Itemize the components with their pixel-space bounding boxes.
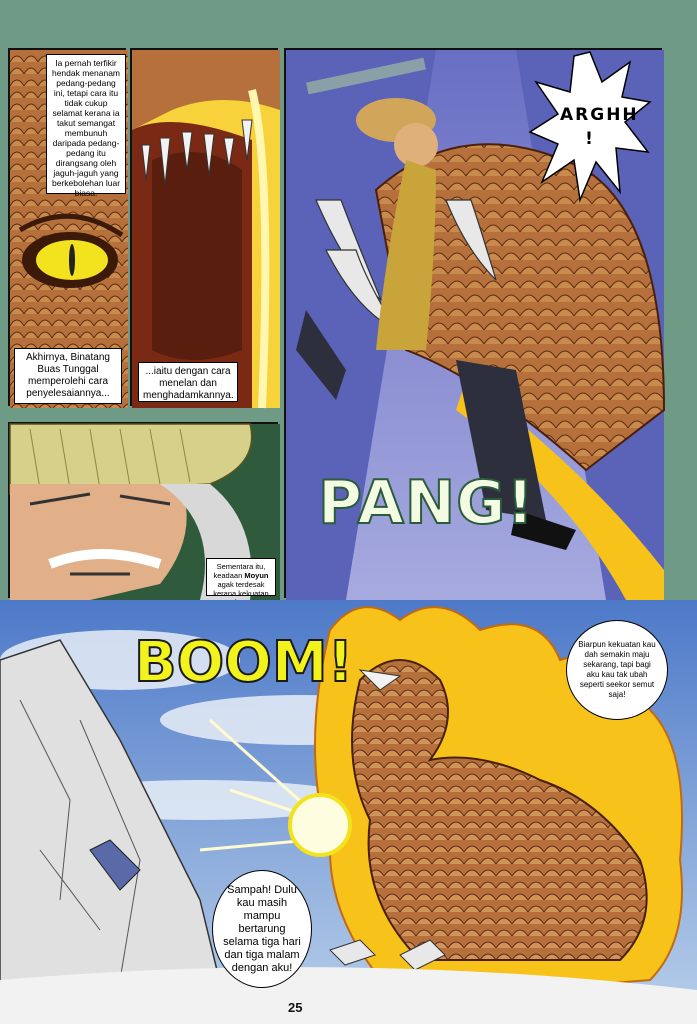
caption-panel-1-top: Ia pernah terfikir hendak menanam pedang-pedang ini, tetapi cara itu tidak cukup selamat kerana ia takut semangat membunuh daripada pedang-pedang itu dirangsang oleh jaguh-jaguh yang berkebolehan luar biasa. [46, 54, 126, 194]
caption-panel-1-bottom: Akhirnya, Binatang Buas Tunggal memperolehi cara penyelesaiannya... [14, 348, 122, 404]
sfx-boom: BOOM! [134, 630, 354, 695]
caption-panel-4-prefix: Sementara itu, keadaan [213, 562, 266, 580]
sfx-arghh: ARGHH ! [560, 105, 639, 149]
panel-dragon-mouth [130, 48, 278, 406]
speech-bubble-dragon [566, 620, 668, 720]
caption-panel-2: ...iaitu dengan cara menelan dan menghadamkannya. [138, 362, 238, 402]
panel-sword-strike [284, 48, 662, 598]
speech-bubble-hero [212, 870, 312, 988]
panel-moyun-face [8, 422, 278, 598]
speech-dragon-text: Biarpun kekuatan kau dah semakin maju sekarang, tapi bagi aku kau tak ubah seperti seekor semut saja! [578, 640, 656, 699]
panel-battle-scene [0, 600, 697, 1024]
page-number: 25 [288, 1000, 303, 1015]
sfx-scream-burst [530, 52, 650, 202]
sfx-pang: PANG! [318, 468, 535, 538]
caption-panel-4-middle: agak terdesak kerana kekuatan [213, 580, 269, 598]
caption-panel-4 [206, 558, 276, 596]
character-name-moyun: Moyun [244, 571, 269, 580]
speech-hero-text: Sampah! Dulu kau masih mampu bertarung selama tiga hari dan tiga malam dengan aku! [223, 883, 301, 974]
dragon-mouth-illustration [132, 50, 280, 408]
panel-dragon-eye [8, 48, 126, 406]
